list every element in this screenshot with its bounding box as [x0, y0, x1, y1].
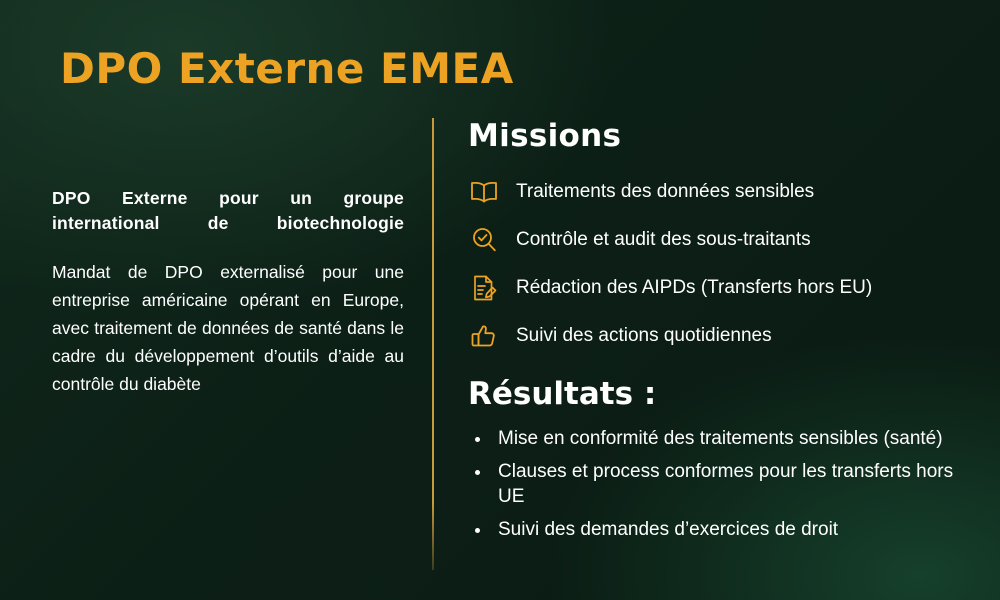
mission-item: [468, 272, 968, 304]
mission-item: [468, 176, 968, 208]
left-column: [52, 186, 404, 398]
list-item: • Suivi des demandes d’exercices de droit: [492, 517, 968, 542]
list-item: • Mise en conformité des traitements sensibles (santé): [492, 426, 968, 451]
document-pencil-icon: [468, 273, 500, 303]
list-item: • Clauses et process conformes pour les transferts hors UE: [492, 459, 968, 509]
open-book-icon: [468, 177, 500, 207]
mission-item: [468, 224, 968, 256]
results-title: Résultats :: [468, 376, 657, 412]
mission-label: Traitements des données sensibles: [516, 181, 815, 203]
mission-label: Rédaction des AIPDs (Transferts hors EU): [516, 277, 873, 299]
left-heading: DPO Externe pour un groupe international de biotechnologie: [52, 188, 404, 233]
results-list: [468, 426, 968, 542]
thumbs-up-icon: [468, 321, 500, 351]
mission-label: Suivi des actions quotidiennes: [516, 325, 772, 347]
mission-item: [468, 320, 968, 352]
right-column: [468, 118, 968, 550]
missions-title: Missions: [468, 118, 622, 154]
page-title: DPO Externe EMEA: [60, 44, 514, 93]
missions-list: [468, 176, 968, 352]
mission-label: Contrôle et audit des sous-traitants: [516, 229, 811, 251]
left-body-text: Mandat de DPO externalisé pour une entreprise américaine opérant en Europe, avec traitement de données de santé dans le cadre du développement d’outils d’aide au contrôle du diabète: [52, 261, 404, 394]
vertical-divider: [432, 118, 434, 570]
magnifier-check-icon: [468, 225, 500, 255]
